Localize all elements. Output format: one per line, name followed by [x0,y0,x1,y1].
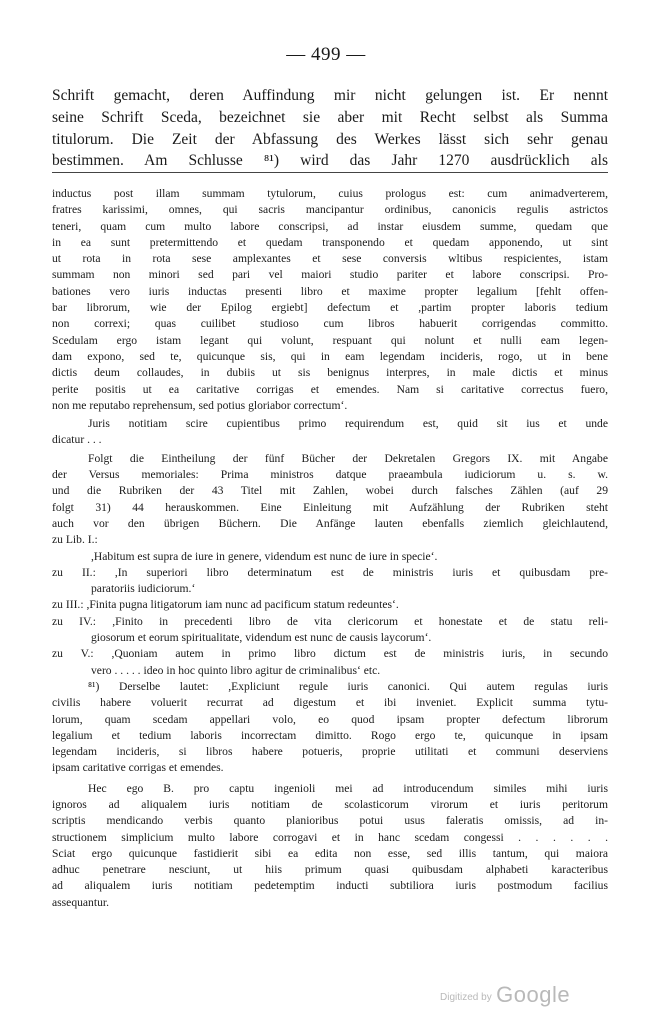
main-text [52,85,608,172]
footnote-line: der Versus memoriales: Prima ministros datque praeambula iudiciorum u. s. w. [52,468,608,482]
footnote-separator [52,172,608,173]
footnote-line: summam non minori sed pari vel maiori studio pariter et labore conscripsi. Pro- [52,268,608,282]
footnote-line: ignoros ad aliqualem iuris notitiam de scolasticorum virorum et iuris peritorum [52,797,608,811]
footnote-line: zu Lib. I.: [52,533,98,547]
footnote-line: non me reputabo reprehensum, sed potius gloriabor correctum‘. [52,398,348,412]
footnote-line: zu V.: ,Quoniam autem in primo libro dictum est de ministris iuris, in secundo [52,647,608,661]
footnote-line: perite positis ut ea caritative corrigas et emendes. Nam si caritative correctus fuero, [52,382,608,396]
main-line: Schrift gemacht, deren Auffindung mir nicht gelungen ist. Er nennt [52,87,608,104]
footnote-line: und die Rubriken der 43 Titel mit Zahlen, wobei durch falsches Zählen (auf 29 [52,484,608,498]
footnote-line: legalium et tedium laboris incorrectam dimitto. Rogo ergo te, quicunque in ipsam [52,728,608,742]
footnote-line: ipsam caritative corrigas et emendes. [52,761,224,775]
page-number: — 499 — [286,44,366,65]
digitized-by-google-watermark [440,982,570,1008]
footnote-line: legendam incideris, si libros habere potueris, proprie utilitati et communi deserviens [52,745,608,759]
main-line: seine Schrift Sceda, bezeichnet sie aber mit Recht selbst als Summa [52,108,608,126]
footnote-line: ⁸¹) Derselbe lautet: ,Expliciunt regule iuris canonici. Qui autem regulas iuris [88,679,608,693]
footnote-line: fratres karissimi, omnes, qui sacris mancipantur ordinibus, canonicis regulis astrictos [52,203,608,217]
footnote-line: assequantur. [52,895,109,909]
footnote-line: paratoriis iudiciorum.‘ [91,582,196,596]
main-line: titulorum. Die Zeit der Abfassung des Werkes lässt sich sehr genau [52,130,608,148]
footnote-line: dicatur . . . [52,433,102,447]
footnote-line: zu II.: ,In superiori libro determinatum est de ministris iuris et quibusdam pre- [52,565,608,579]
footnote-line: lorum, quam scedam appellari volo, eo quod ipsam propter defectum librorum [52,712,608,726]
footnote-line: Juris notitiam scire cupientibus primo requirendum est, quid sit ius et unde [88,417,608,431]
google-logo-text: Google [496,982,571,1007]
footnote-line: structionem simplicium multo labore corrogavi et in hanc scedam congessi . . . . . . [52,830,608,844]
footnote-line: Folgt die Eintheilung der fünf Bücher der Dekretalen Gregors IX. mit Angabe [88,451,608,465]
footnote-line: non correxi; quas cuilibet studioso cum libros habuerit corrigendas committo. [52,317,608,331]
footnote-line: civilis habere voluerit recurrat ad digestum et ibi inveniet. Explicit summa tytu- [52,696,608,710]
footnote-line: in ea sunt pretermittendo et quedam transponendo et quedam apponendo, ut sint [52,235,608,249]
footnote-line: adhuc penetrare nesciunt, ut hiis primum quasi quibusdam alphabeti karacteribus [52,863,608,877]
footnote-line: ad aliqualem iuris notitiam pedetemptim inducti subtiliora iuris postmodum facilius [52,879,608,893]
watermark-prefix: Digitized by [440,992,492,1003]
footnote-line: ut rota in rota sese amplexantes et sese conversis wltibus respicientes, istam [52,252,608,266]
footnote-line: bationes vero iuris inductas presenti libro et maxime propter legalium [fehlt offen- [52,284,608,298]
footnote-line: bar librorum, wie der Epilog ergiebt] defectum et ,partim propter laboris tedium [52,301,608,315]
footnote-line: teneri, quam cum multo labore conscripsi, ad instar eiusdem summe, quedam que [52,219,608,233]
footnote-line: folgt 31) 44 herauskommen. Eine Einleitung mit Aufzählung der Rubriken steht [52,500,608,514]
footnote-line: ,Habitum est supra de iure in genere, videndum est nunc de iure in specie‘. [91,549,438,563]
footnote-line: dam expono, sed te, quicunque sis, qui in eam legendam incideris, rogo, ut in bene [52,349,608,363]
footnote-line: Hec ego B. pro captu ingenioli mei ad introducendum similes mihi iuris [88,781,608,795]
footnote-line: Scedulam ergo istam legant qui volunt, respuant qui nolunt et nulli eam legen- [52,333,608,347]
main-line: bestimmen. Am Schlusse ⁸¹) wird das Jahr 1270 ausdrücklich als [52,152,608,170]
footnote-line: dictis deum collaudes, in dubiis ut sis benignus interpres, in male dictis et minus [52,366,608,380]
footnote-line: giosorum et eorum spiritualitate, videndum est nunc de causis laycorum‘. [91,631,432,645]
footnote-line: zu III.: ,Finita pugna litigatorum iam nunc ad pacificum statum redeuntes‘. [52,598,399,612]
footnote-line: inductus post illam summam tytulorum, cuius prologus est: cum animadverterem, [52,187,608,200]
footnote-line: Sciat ergo quicunque fastidierit sibi ea edita non esse, sed illis tantum, qui maiora [52,846,608,860]
footnote-line: auch vor den übrigen Büchern. Die Anfänge lauten ebenfalls ziemlich gleichlautend, [52,516,608,530]
footnote-line: vero . . . . . ideo in hoc quinto libro agitur de criminalibus‘ etc. [91,663,381,677]
footnote-line: zu IV.: ,Finito in precedenti libro de vita clericorum et honestate et de statu reli- [52,614,608,628]
footnotes [52,186,608,911]
footnote-line: scriptis mendicando verbis quanto planioribus potui usus faleratis omissis, ad in- [52,814,608,828]
